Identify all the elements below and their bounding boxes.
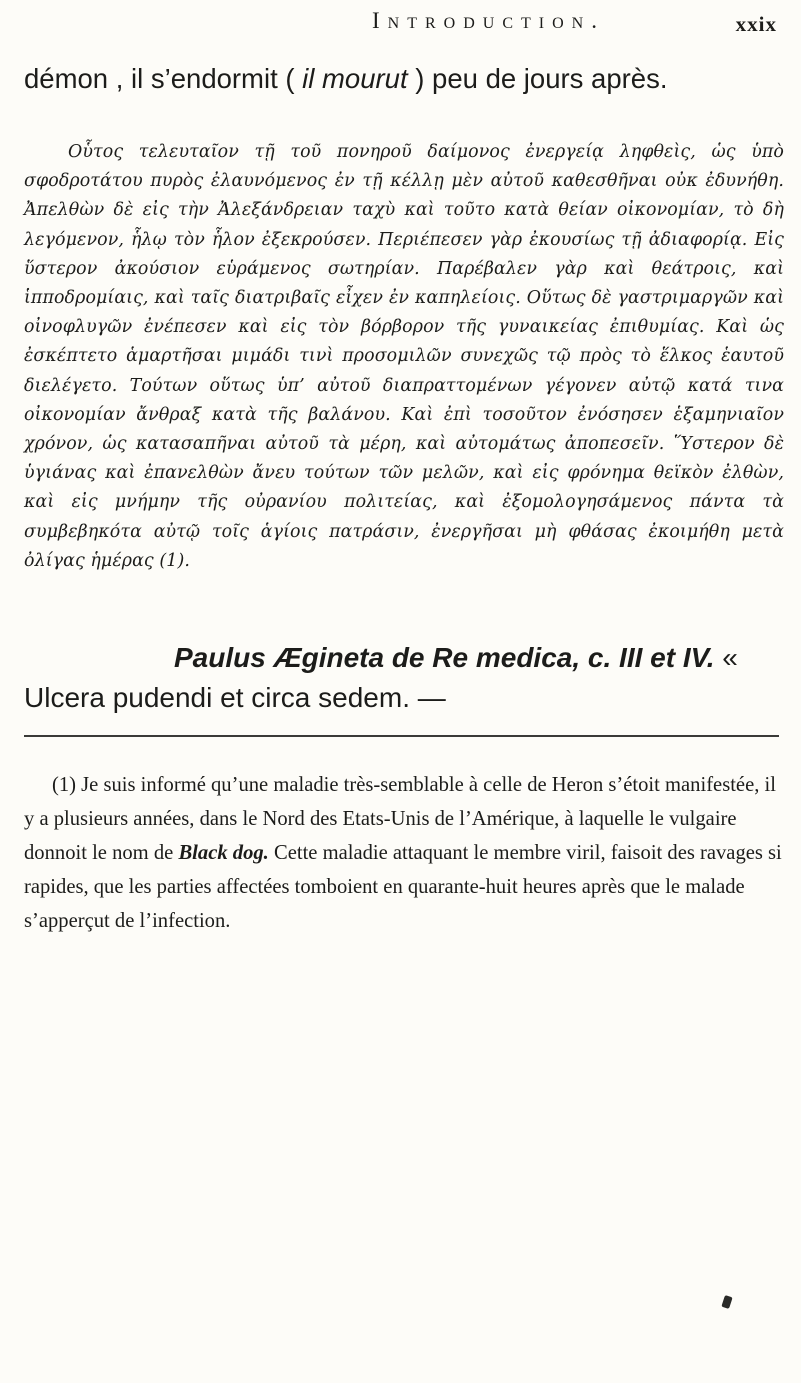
ink-mark [721, 1295, 732, 1309]
opening-text-italic: il mourut [302, 63, 408, 94]
citation-work-title: Paulus Ægineta de Re medica, c. III et IV. [174, 642, 715, 673]
footnote-text-start: (1) Je suis informé qu’une maladie très-semblable à celle de Heron s’étoit manifestée, il y a plusieurs années, dans le Nord des Etats-Unis de l’Amérique, à laquelle le vulgaire donnoit le nom de [24, 774, 776, 864]
citation-text: « Ulcera pudendi et circa sedem. — [24, 642, 738, 713]
citation-paragraph [24, 638, 784, 718]
greek-quotation: Οὗτος τελευταῖον τῇ τοῦ πονηροῦ δαίμονος ἐνεργείᾳ ληφθεὶς, ὡς ὑπὸ σφοδροτάτου πυρὸς ἐλαυνόμενος ἐν τῇ κέλλῃ μὲν αὐτοῦ καθεσθῆναι οὐκ ἐδυνήθη. Ἀπελθὼν δὲ εἰς τὴν Ἀλεξάνδρειαν ταχὺ καὶ τοῦτο κατὰ θείαν οἰκονομίαν, τὸ δὴ λεγόμενον, ἧλῳ τὸν ἧλον ἐξεκρούσεν. Περιέπεσεν γὰρ ἐκουσίως τῇ ἀδιαφορίᾳ. Εἰς ὕστερον ἀκούσιον εὑράμενος σωτηρίαν. Παρέβαλεν γὰρ καὶ θεάτροις, καὶ ἱπποδρομίαις, καὶ ταῖς διατριβαῖς εἶχεν ἐν καπηλείοις. Οὕτως δὲ γαστριμαργῶν καὶ οἰνοφλυγῶν ἐνέπεσεν καὶ εἰς τὸν βόρβορον τῆς γυναικείας ἐπιθυμίας. Καὶ ὡς ἐσκέπτετο ἁμαρτῆσαι μιμάδι τινὶ προσομιλῶν συνεχῶς τῷ πρὸς τὸ ἕλκος ἑαυτοῦ διελέγετο. Τούτων οὕτως ὑπ’ αὐτοῦ διαπραττομένων γέγονεν αὐτῷ κατά τινα οἰκονομίαν ἄνθραξ κατὰ τῆς βαλάνου. Καὶ ἐπὶ τοσοῦτον ἐνόσησεν ἑξαμηνιαῖον χρόνον, ὡς κατασαπῆναι αὐτοῦ τὰ μέρη, καὶ αὐτομάτως ἀποπεσεῖν. Ὕστερον δὲ ὑγιάνας καὶ ἐπανελθὼν ἄνευ τούτων τῶν μελῶν, καὶ εἰς φρόνημα θεϊκὸν ἐλθὼν, καὶ εἰς μνήμην τῆς οὐρανίου πολιτείας, καὶ ἐξομολογησάμενος πάντα τὰ συμβεβηκότα αὐτῷ τοῖς ἁγίοις πατράσιν, ἐνεργῆσαι μὴ φθάσας ἐκοιμήθη μετὰ ὀλίγας ἡμέρας (1). [24, 142, 784, 571]
running-head-title: Introduction. [372, 8, 605, 33]
footnote-divider [24, 735, 779, 737]
footnote-text-end: Cette maladie attaquant le membre viril, faisoit des ravages si rapides, que les parties affectées tomboient en quarante-huit heures après que le malade s’apperçut de l’infection. [24, 842, 782, 932]
opening-paragraph [24, 62, 782, 95]
footnote-italic-term: Black dog. [178, 842, 269, 864]
footnote [24, 768, 782, 938]
opening-text-start: démon , il s’endormit ( [24, 63, 303, 94]
opening-text-end: ) peu de jours après. [407, 63, 668, 94]
page-number: xxix [735, 12, 777, 36]
